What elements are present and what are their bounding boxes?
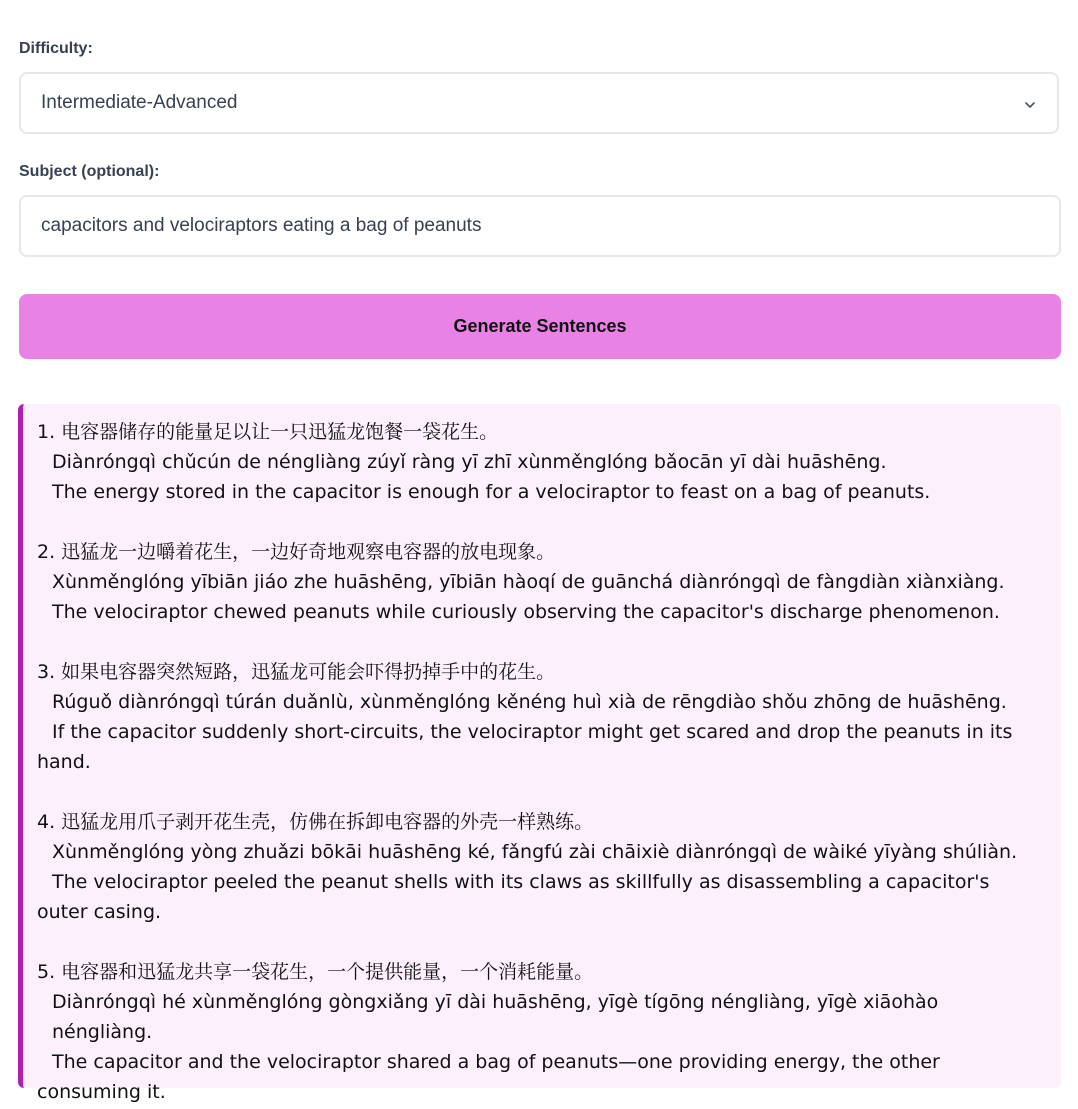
sentence-chinese: 1. 电容器储存的能量足以让一只迅猛龙饱餐一袋花生。 [37,421,499,443]
sentence-pinyin: Xùnměnglóng yòng zhuǎzi bōkāi huāshēng ké, fǎngfú zài chāixiè diànróngqì de wàiké yīyàng shúliàn. [52,841,1018,863]
sentence-item [37,957,1039,1107]
sentence-pinyin: Xùnměnglóng yībiān jiáo zhe huāshēng, yībiān hàoqí de guānchá diànróngqì de fàngdiàn xiànxiàng. [52,571,1005,593]
sentence-english: The energy stored in the capacitor is enough for a velociraptor to feast on a bag of peanuts. [52,481,931,503]
sentence-pinyin: Diànróngqì hé xùnměnglóng gòngxiǎng yī dài huāshēng, yīgè tígōng néngliàng, yīgè xiāohào néngliàng. [52,991,939,1043]
sentence-item [37,657,1039,777]
difficulty-select[interactable] [19,72,1059,134]
difficulty-selected-value: Intermediate-Advanced [41,92,238,113]
results-panel [18,404,1061,1103]
sentence-pinyin: Diànróngqì chǔcún de néngliàng zúyǐ ràng yī zhī xùnměnglóng bǎocān yī dài huāshēng. [52,451,887,473]
sentence-chinese: 3. 如果电容器突然短路，迅猛龙可能会吓得扔掉手中的花生。 [37,661,556,683]
sentence-english: The velociraptor peeled the peanut shells with its claws as skillfully as disassembling a capacitor's outer casing. [37,871,990,923]
difficulty-label: Difficulty: [19,40,93,57]
subject-input-value: capacitors and velociraptors eating a bag of peanuts [41,215,482,236]
generate-sentences-button[interactable]: Generate Sentences [19,294,1061,359]
subject-label: Subject (optional): [19,163,160,180]
sentence-item [37,537,1039,627]
sentence-item [37,417,1039,507]
sentence-english: If the capacitor suddenly short-circuits, the velociraptor might get scared and drop the peanuts in its hand. [37,721,1013,773]
chevron-down-icon [1023,96,1037,110]
subject-input[interactable] [19,195,1061,257]
sentence-english: The capacitor and the velociraptor shared a bag of peanuts—one providing energy, the other consuming it. [37,1051,940,1103]
sentence-chinese: 2. 迅猛龙一边嚼着花生，一边好奇地观察电容器的放电现象。 [37,541,556,563]
sentence-chinese: 5. 电容器和迅猛龙共享一袋花生，一个提供能量，一个消耗能量。 [37,961,594,983]
sentence-pinyin: Rúguǒ diànróngqì túrán duǎnlù, xùnměnglóng kěnéng huì xià de rēngdiào shǒu zhōng de huāshēng. [52,691,1007,713]
sentence-chinese: 4. 迅猛龙用爪子剥开花生壳，仿佛在拆卸电容器的外壳一样熟练。 [37,811,594,833]
sentence-english: The velociraptor chewed peanuts while curiously observing the capacitor's discharge phenomenon. [52,601,1000,623]
sentence-item [37,807,1039,927]
